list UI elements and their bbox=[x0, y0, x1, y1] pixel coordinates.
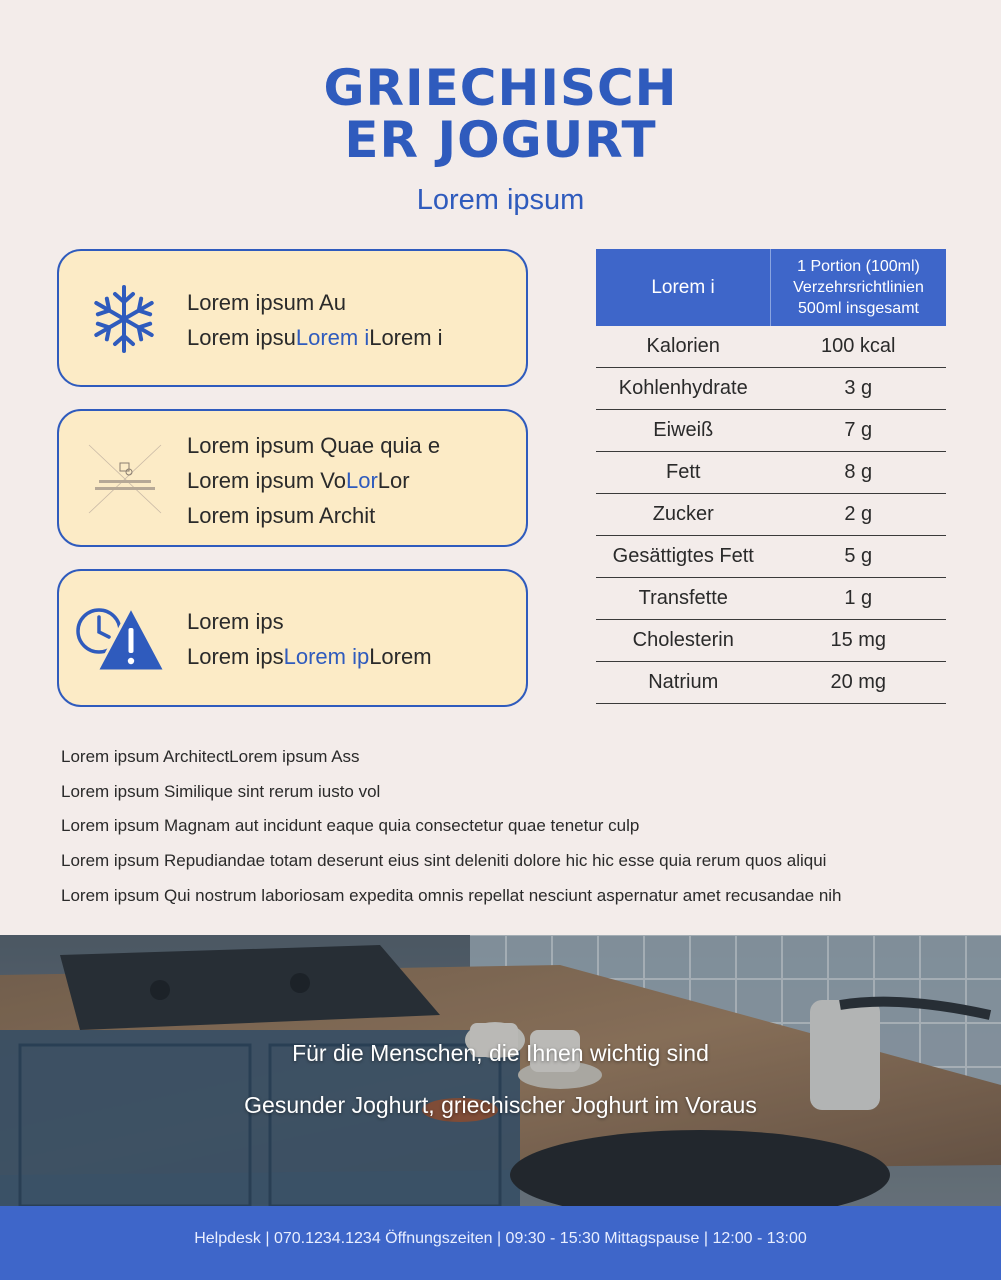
nutrient-name: Eiweiß bbox=[596, 410, 771, 452]
nutrient-name: Natrium bbox=[596, 662, 771, 704]
info-card-warning bbox=[57, 569, 528, 707]
nutrient-name: Kohlenhydrate bbox=[596, 368, 771, 410]
note-line: Lorem ipsum Magnam aut incidunt eaque quia consectetur quae tenetur culp bbox=[61, 816, 640, 836]
nutrient-name: Cholesterin bbox=[596, 620, 771, 662]
nutrition-header-row bbox=[596, 249, 946, 326]
subtitle: Lorem ipsum bbox=[416, 184, 585, 216]
nutrient-name: Fett bbox=[596, 452, 771, 494]
nutrient-name: Gesättigtes Fett bbox=[596, 536, 771, 578]
nutrient-value: 3 g bbox=[771, 368, 947, 410]
card-line: Lorem ipsuLorem iLorem i bbox=[187, 325, 443, 350]
snowflake-icon bbox=[87, 284, 161, 359]
certificate-seal-icon bbox=[85, 441, 165, 522]
card-line: Lorem ips bbox=[187, 609, 284, 634]
nutrient-value: 1 g bbox=[771, 578, 947, 620]
nutrient-name: Kalorien bbox=[596, 326, 771, 368]
table-row bbox=[596, 620, 946, 662]
note-line: Lorem ipsum Repudiandae totam deserunt eius sint deleniti dolore hic hic esse quia rerum quos aliqui bbox=[61, 851, 827, 871]
nutrient-value: 8 g bbox=[771, 452, 947, 494]
title-line-1: GRIECHISCH bbox=[323, 59, 678, 117]
nutrient-name: Zucker bbox=[596, 494, 771, 536]
table-row bbox=[596, 368, 946, 410]
nutrient-value: 2 g bbox=[771, 494, 947, 536]
nutrient-value: 15 mg bbox=[771, 620, 947, 662]
table-row bbox=[596, 452, 946, 494]
table-row bbox=[596, 662, 946, 704]
note-line: Lorem ipsum Similique sint rerum iusto vol bbox=[61, 781, 381, 801]
nutrient-value: 5 g bbox=[771, 536, 947, 578]
kitchen-photo-banner bbox=[0, 935, 1001, 1206]
nutrient-value: 20 mg bbox=[771, 662, 947, 704]
nutrition-header-right: 1 Portion (100ml) Verzehrsrichtlinien 500ml insgesamt bbox=[771, 249, 947, 326]
note-line: Lorem ipsum Qui nostrum laboriosam expedita omnis repellat nesciunt aspernatur amet recusandae nih bbox=[61, 885, 842, 905]
title-line-2: ER JOGURT bbox=[344, 111, 657, 169]
nutrient-name: Transfette bbox=[596, 578, 771, 620]
card-line: Lorem ipsum Au bbox=[187, 290, 346, 315]
card-line: Lorem ipsum Quae quia e bbox=[187, 433, 441, 458]
note-line: Lorem ipsum ArchitectLorem ipsum Ass bbox=[61, 747, 360, 766]
card-line: Lorem ipsum VoLorLor bbox=[187, 468, 410, 493]
info-card-certificate bbox=[57, 409, 528, 547]
banner-line-2: Gesunder Joghurt, griechischer Joghurt im Voraus bbox=[244, 1092, 757, 1118]
kitchen-photo bbox=[0, 935, 1001, 1206]
nutrition-header-left: Lorem i bbox=[596, 249, 771, 326]
table-row bbox=[596, 326, 946, 368]
banner-line-1: Für die Menschen, die Ihnen wichtig sind bbox=[292, 1040, 709, 1066]
footer-contact: Helpdesk | 070.1234.1234 Öffnungszeiten | 09:30 - 15:30 Mittagspause | 12:00 - 13:00 bbox=[0, 1206, 1001, 1280]
nutrient-value: 100 kcal bbox=[771, 326, 947, 368]
card-line: Lorem ipsLorem ipLorem bbox=[187, 644, 432, 669]
table-row bbox=[596, 578, 946, 620]
table-row bbox=[596, 410, 946, 452]
nutrient-value: 7 g bbox=[771, 410, 947, 452]
clock-warning-icon bbox=[75, 604, 167, 679]
info-card-storage bbox=[57, 249, 528, 387]
table-row bbox=[596, 494, 946, 536]
card-line: Lorem ipsum Archit bbox=[187, 503, 376, 528]
notes-list bbox=[61, 740, 842, 914]
table-row bbox=[596, 536, 946, 578]
nutrition-table bbox=[596, 249, 946, 704]
page-title bbox=[0, 59, 1001, 169]
